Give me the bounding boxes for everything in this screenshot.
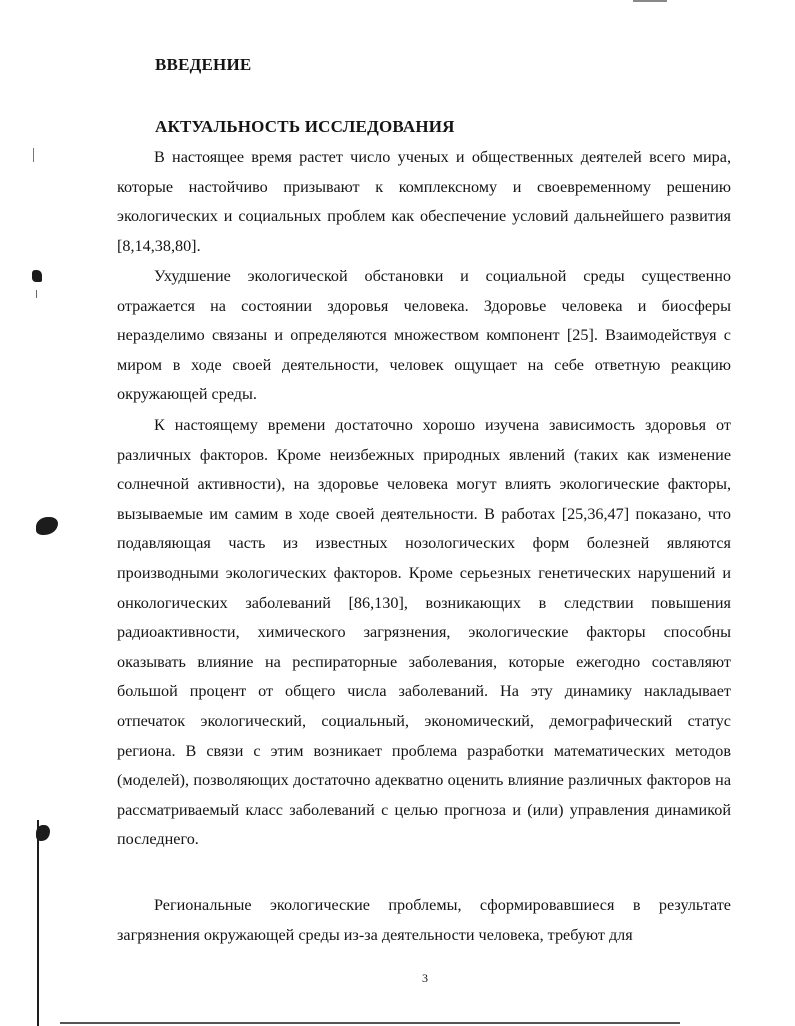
bottom-edge-line xyxy=(60,1022,680,1024)
scan-artifact xyxy=(36,290,37,298)
scan-artifact xyxy=(36,517,58,535)
paragraph: Региональные экологические проблемы, сформировавшиеся в результате загрязнения окружающей среды из-за деятельности человека, требуют для xyxy=(117,896,731,944)
section-heading-relevance: АКТУАЛЬНОСТЬ ИССЛЕДОВАНИЯ xyxy=(155,117,455,136)
paragraph: К настоящему времени достаточно хорошо изучена зависимость здоровья от различных факторов. Кроме неизбежных природных явлений (таких как изменение солнечной активности), на здоровье человека могут влиять экологические факторы, вызываемые им самим в ходе своей деятельности. В работах [25,36,47] показано, что подавляющая часть из известных нозологических форм болезней являются производными экологических факторов. Кроме серьезных генетических нарушений и онкологических заболеваний [86,130], возникающих в следствии повышения радиоактивности, химического загрязнения, экологические факторы способны оказывать влияние на респираторные заболевания, которые ежегодно составляют большой процент от общего числа заболеваний. На эту динамику накладывает отпечаток экологический, социальный, экономический, демографический статус региона. В связи с этим возникает проблема разработки математических методов (моделей), позволяющих достаточно адекватно оценить влияние различных факторов на рассматриваемый класс заболеваний с целью прогноза и (или) управления динамикой последнего. xyxy=(117,416,731,849)
paragraph: В настоящее время растет число ученых и общественных деятелей всего мира, которые настойчиво призывают к комплексному и своевременному решению экологических и социальных проблем как обеспечение условий дальнейшего развития [8,14,38,80]. xyxy=(117,148,731,255)
binding-edge-line xyxy=(37,820,39,1026)
paragraph: Ухудшение экологической обстановки и социальной среды существенно отражается на состоянии здоровья человека. Здоровье человека и биосферы неразделимо связаны и определяются множеством компонент [25]. Взаимодействуя с миром в ходе своей деятельности, человек ощущает на себе ответную реакцию окружающей среды. xyxy=(117,267,731,404)
section-heading-intro: ВВЕДЕНИЕ xyxy=(155,55,252,74)
page-number: 3 xyxy=(422,971,428,985)
scan-artifact xyxy=(33,148,34,162)
scan-artifact xyxy=(633,0,667,2)
scan-artifact xyxy=(32,270,42,282)
